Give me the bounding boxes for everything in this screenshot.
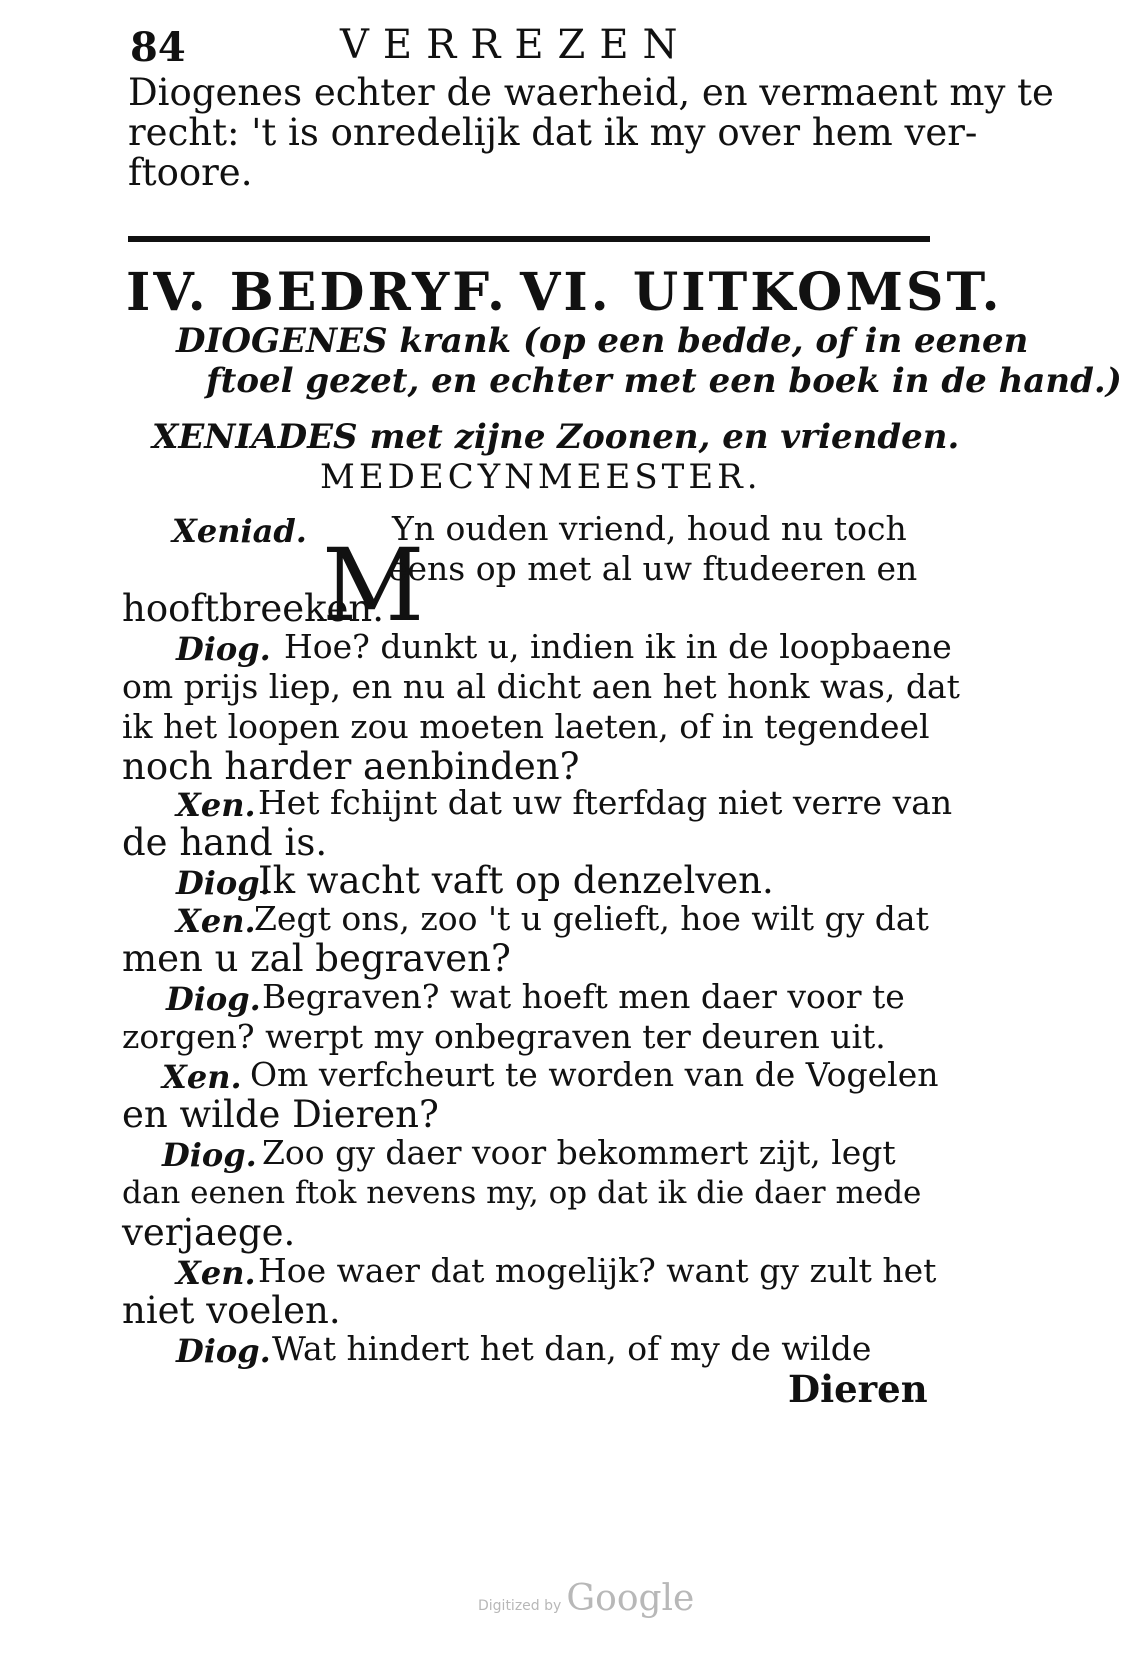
catchword: Dieren bbox=[788, 1367, 928, 1411]
digitized-label: Digitized by bbox=[478, 1598, 562, 1614]
dialogue-line: dan eenen ftok nevens my, op dat ik die daer mede bbox=[122, 1175, 922, 1211]
dialogue-line: Ik wacht vaft op denzelven. bbox=[258, 859, 774, 902]
speaker-label: Xen. bbox=[176, 786, 256, 824]
dialogue-line: Zoo gy daer voor bekommert zijt, legt bbox=[262, 1133, 896, 1172]
dialogue-line: Om verfcheurt te worden van de Vogelen bbox=[250, 1055, 939, 1094]
brand-logo: Google bbox=[566, 1578, 695, 1619]
act-heading: IV. BEDRYF. bbox=[126, 262, 508, 323]
dialogue-line: hooftbreeken. bbox=[122, 587, 385, 630]
dialogue-line: Hoe waer dat mogelijk? want gy zult het bbox=[258, 1251, 937, 1290]
page-number: 84 bbox=[130, 24, 186, 71]
cast-line: DIOGENES krank (op een bedde, of in eenen bbox=[176, 321, 1029, 361]
speaker-label: Diog. bbox=[176, 630, 271, 668]
speaker-label: Diog. bbox=[166, 980, 261, 1018]
dialogue-line: Zegt ons, zoo 't u gelieft, hoe wilt gy dat bbox=[254, 899, 929, 938]
text-line: recht: 't is onredelijk dat ik my over hem ver- bbox=[128, 111, 978, 154]
speaker-label: Xen. bbox=[162, 1058, 242, 1096]
dialogue-line: noch harder aenbinden? bbox=[122, 745, 580, 788]
dialogue-line: om prijs liep, en nu al dicht aen het honk was, dat bbox=[122, 667, 960, 706]
text-line: ftoore. bbox=[128, 151, 253, 194]
dialogue-line: Yn ouden vriend, houd nu toch bbox=[392, 509, 907, 548]
speaker-label: Xen. bbox=[176, 1254, 256, 1292]
speaker-label: Diog. bbox=[176, 1332, 271, 1370]
speaker-label: Xen. bbox=[176, 902, 256, 940]
dialogue-line: eens op met al uw ftudeeren en bbox=[388, 549, 918, 588]
dialogue-line: niet voelen. bbox=[122, 1289, 341, 1332]
running-head: VERREZEN bbox=[340, 22, 692, 68]
section-divider bbox=[128, 236, 930, 242]
dialogue-line: de hand is. bbox=[122, 821, 328, 864]
cast-line: XENIADES met zijne Zoonen, en vrienden. bbox=[152, 417, 960, 457]
speaker-label: Diog. bbox=[176, 864, 271, 902]
dialogue-line: zorgen? werpt my onbegraven ter deuren uit. bbox=[122, 1017, 886, 1056]
drop-cap: M bbox=[322, 527, 425, 644]
dialogue-line: Wat hindert het dan, of my de wilde bbox=[272, 1329, 872, 1368]
dialogue-line: men u zal begraven? bbox=[122, 937, 511, 980]
text-line: Diogenes echter de waerheid, en vermaent my te bbox=[128, 71, 1054, 114]
dialogue-line: Begraven? wat hoeft men daer voor te bbox=[262, 977, 905, 1016]
speaker-label: Diog. bbox=[162, 1136, 257, 1174]
digitization-watermark bbox=[478, 1578, 694, 1619]
cast-line: ftoel gezet, en echter met een boek in de hand.) bbox=[206, 361, 1122, 401]
dialogue-line: Hoe? dunkt u, indien ik in de loopbaene bbox=[284, 627, 952, 666]
dialogue-line: en wilde Dieren? bbox=[122, 1093, 439, 1136]
scene-heading: VI. UITKOMST. bbox=[520, 262, 1003, 323]
dialogue-line: Het fchijnt dat uw fterfdag niet verre van bbox=[258, 783, 953, 822]
dialogue-line: verjaege. bbox=[122, 1211, 296, 1254]
cast-line: MEDECYNMEESTER. bbox=[320, 457, 762, 497]
dialogue-line: ik het loopen zou moeten laeten, of in tegendeel bbox=[122, 707, 930, 746]
speaker-label: Xeniad. bbox=[172, 512, 307, 550]
